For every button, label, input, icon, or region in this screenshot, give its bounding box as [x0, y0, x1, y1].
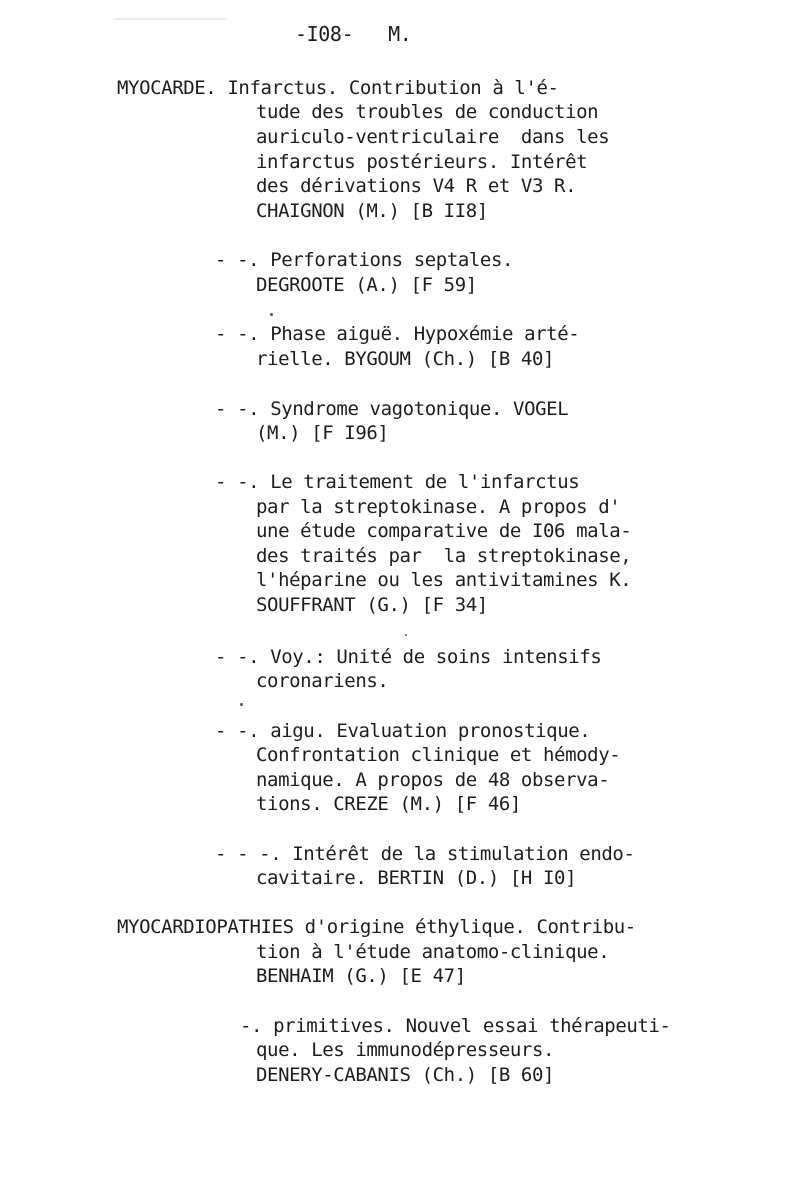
entry-line: DENERY-CABANIS (Ch.) [B 60]	[256, 1064, 555, 1086]
entry-line: SOUFFRANT (G.) [F 34]	[256, 594, 488, 616]
entry-line: - -. Syndrome vagotonique. VOGEL	[215, 398, 569, 420]
entry-line: cavitaire. BERTIN (D.) [H I0]	[256, 867, 577, 889]
entry-line: (M.) [F I96]	[256, 422, 389, 444]
entry-line: auriculo-ventriculaire dans les	[256, 126, 610, 148]
entry-line: - -. aigu. Evaluation pronostique.	[215, 720, 591, 742]
entry-line: - -. Voy.: Unité de soins intensifs	[215, 646, 602, 668]
entry-line: coronariens.	[256, 670, 389, 692]
entry-line: des dérivations V4 R et V3 R.	[256, 175, 577, 197]
entry-line: BENHAIM (G.) [E 47]	[256, 965, 466, 987]
entry-line: que. Les immunodépresseurs.	[256, 1039, 555, 1061]
entry-line: tion à l'étude anatomo-clinique.	[256, 941, 610, 963]
entry-line: namique. A propos de 48 observa-	[256, 769, 610, 791]
entry-line: - - -. Intérêt de la stimulation endo-	[215, 843, 635, 865]
entry-line: par la streptokinase. A propos d'	[256, 496, 621, 518]
entry-line: tions. CREZE (M.) [F 46]	[256, 793, 521, 815]
entry-line: l'héparine ou les antivitamines K.	[256, 569, 632, 591]
entry-line: - -. Le traitement de l'infarctus	[215, 471, 580, 493]
entry-line: infarctus postérieurs. Intérêt	[256, 151, 588, 173]
entry-line: -. primitives. Nouvel essai thérapeuti-	[240, 1015, 671, 1037]
entry-line: - -. Phase aiguë. Hypoxémie arté-	[215, 323, 580, 345]
page-number: -I08-	[295, 22, 354, 46]
entry-line: tude des troubles de conduction	[256, 101, 599, 123]
entry-line: DEGROOTE (A.) [F 59]	[256, 274, 477, 296]
entry-line: MYOCARDIOPATHIES d'origine éthylique. Contribu-	[117, 916, 636, 938]
entry-line: CHAIGNON (M.) [B II8]	[256, 200, 488, 222]
ink-speck	[240, 703, 243, 706]
entry-line: - -. Perforations septales.	[215, 249, 514, 271]
section-letter: M.	[388, 22, 412, 46]
entry-line: Confrontation clinique et hémody-	[256, 744, 621, 766]
entry-line: MYOCARDE. Infarctus. Contribution à l'é-	[117, 77, 559, 99]
ink-speck	[270, 313, 273, 316]
ink-speck	[405, 634, 407, 636]
entry-line: une étude comparative de I06 mala-	[256, 520, 632, 542]
entry-line: rielle. BYGOUM (Ch.) [B 40]	[256, 348, 555, 370]
scan-smudge	[114, 18, 226, 20]
page-header	[295, 22, 411, 47]
entry-line: des traités par la streptokinase,	[256, 545, 632, 567]
